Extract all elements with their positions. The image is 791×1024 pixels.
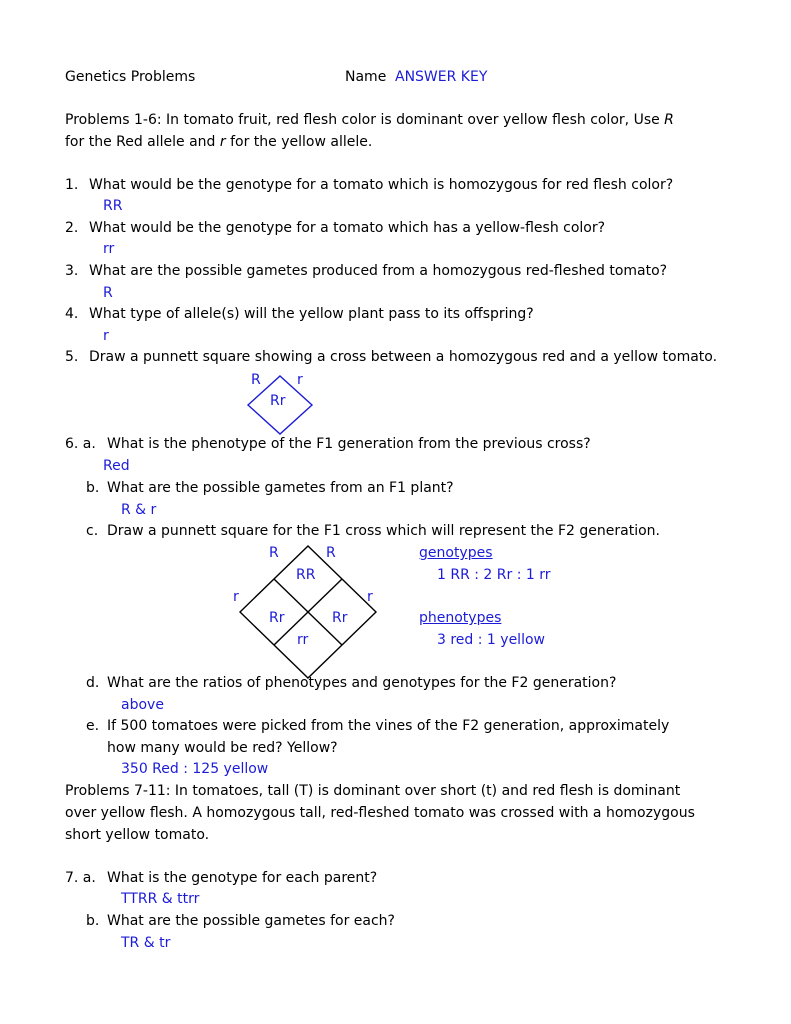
q6a-answer: Red — [103, 458, 130, 474]
intro2-line-3: short yellow tomato. — [65, 827, 210, 843]
q7a-number: 7. a. — [65, 870, 96, 886]
q6c-number: c. — [86, 523, 99, 539]
q6e-text-1: If 500 tomatoes were picked from the vines of the F2 generation, approximately — [107, 718, 670, 734]
q7a-text: What is the genotype for each parent? — [107, 870, 378, 886]
q3-number: 3. — [65, 263, 79, 279]
genotypes-label: genotypes — [419, 545, 493, 561]
q6a-number: 6. a. — [65, 436, 96, 452]
q2-number: 2. — [65, 220, 79, 236]
intro-text: for the Red allele and — [65, 134, 220, 150]
q5-number: 5. — [65, 349, 79, 365]
q5-punnett-square — [248, 376, 312, 434]
name-value: ANSWER KEY — [395, 69, 488, 85]
q6e-number: e. — [86, 718, 100, 734]
q6c-right-allele: r — [367, 589, 373, 605]
q6c-cell-bottom: rr — [297, 632, 309, 648]
q3-answer: R — [103, 285, 113, 301]
q7b-number: b. — [86, 913, 100, 929]
q6b-text: What are the possible gametes from an F1 plant? — [107, 480, 454, 496]
phenotypes-ratio: 3 red : 1 yellow — [437, 632, 545, 648]
q3-text: What are the possible gametes produced from a homozygous red-fleshed tomato? — [89, 263, 668, 279]
q6b-number: b. — [86, 480, 100, 496]
q6c-cell-right: Rr — [332, 610, 348, 626]
q4-number: 4. — [65, 306, 79, 322]
q6a-text: What is the phenotype of the F1 generation from the previous cross? — [107, 436, 591, 452]
q4-answer: r — [103, 328, 109, 344]
q1-number: 1. — [65, 177, 79, 193]
q6c-text: Draw a punnett square for the F1 cross which will represent the F2 generation. — [107, 523, 660, 539]
q7a-answer: TTRR & ttrr — [121, 891, 200, 907]
q5-left-allele: R — [251, 372, 261, 388]
allele-r: r — [219, 134, 226, 150]
q2-text: What would be the genotype for a tomato which has a yellow-flesh color? — [89, 220, 606, 236]
page-title: Genetics Problems — [65, 69, 196, 85]
intro-text: for the yellow allele. — [225, 134, 373, 150]
q7b-text: What are the possible gametes for each? — [107, 913, 395, 929]
phenotypes-label: phenotypes — [419, 610, 502, 626]
q4-text: What type of allele(s) will the yellow plant pass to its offspring? — [89, 306, 534, 322]
q6e-text-2: how many would be red? Yellow? — [107, 740, 338, 756]
q6d-number: d. — [86, 675, 100, 691]
q7b-answer: TR & tr — [121, 935, 171, 951]
q1-answer: RR — [103, 198, 123, 214]
q6d-answer: above — [121, 697, 164, 713]
q6e-answer: 350 Red : 125 yellow — [121, 761, 269, 777]
q5-cell: Rr — [270, 393, 286, 409]
q2-answer: rr — [103, 241, 115, 257]
genotypes-ratio: 1 RR : 2 Rr : 1 rr — [437, 567, 551, 583]
q5-right-allele: r — [297, 372, 303, 388]
q6c-left-allele: r — [233, 589, 239, 605]
q6c-top-left-allele: R — [269, 545, 279, 561]
q1-text: What would be the genotype for a tomato which is homozygous for red flesh color? — [89, 177, 674, 193]
q6d-text: What are the ratios of phenotypes and genotypes for the F2 generation? — [107, 675, 617, 691]
intro-text: Problems 1-6: In tomato fruit, red flesh color is dominant over yellow flesh color, Use — [65, 112, 665, 128]
q6c-cell-left: Rr — [269, 610, 285, 626]
q5-text: Draw a punnett square showing a cross between a homozygous red and a yellow tomato. — [89, 349, 718, 365]
name-label: Name — [345, 69, 387, 85]
q6c-cell-top: RR — [296, 567, 316, 583]
q6b-answer: R & r — [121, 502, 157, 518]
q6c-top-right-allele: R — [326, 545, 336, 561]
intro2-line-1: Problems 7-11: In tomatoes, tall (T) is dominant over short (t) and red flesh is dominant — [65, 783, 681, 799]
allele-R: R — [664, 112, 674, 128]
intro2-line-2: over yellow flesh. A homozygous tall, red-fleshed tomato was crossed with a homozygous — [65, 805, 695, 821]
